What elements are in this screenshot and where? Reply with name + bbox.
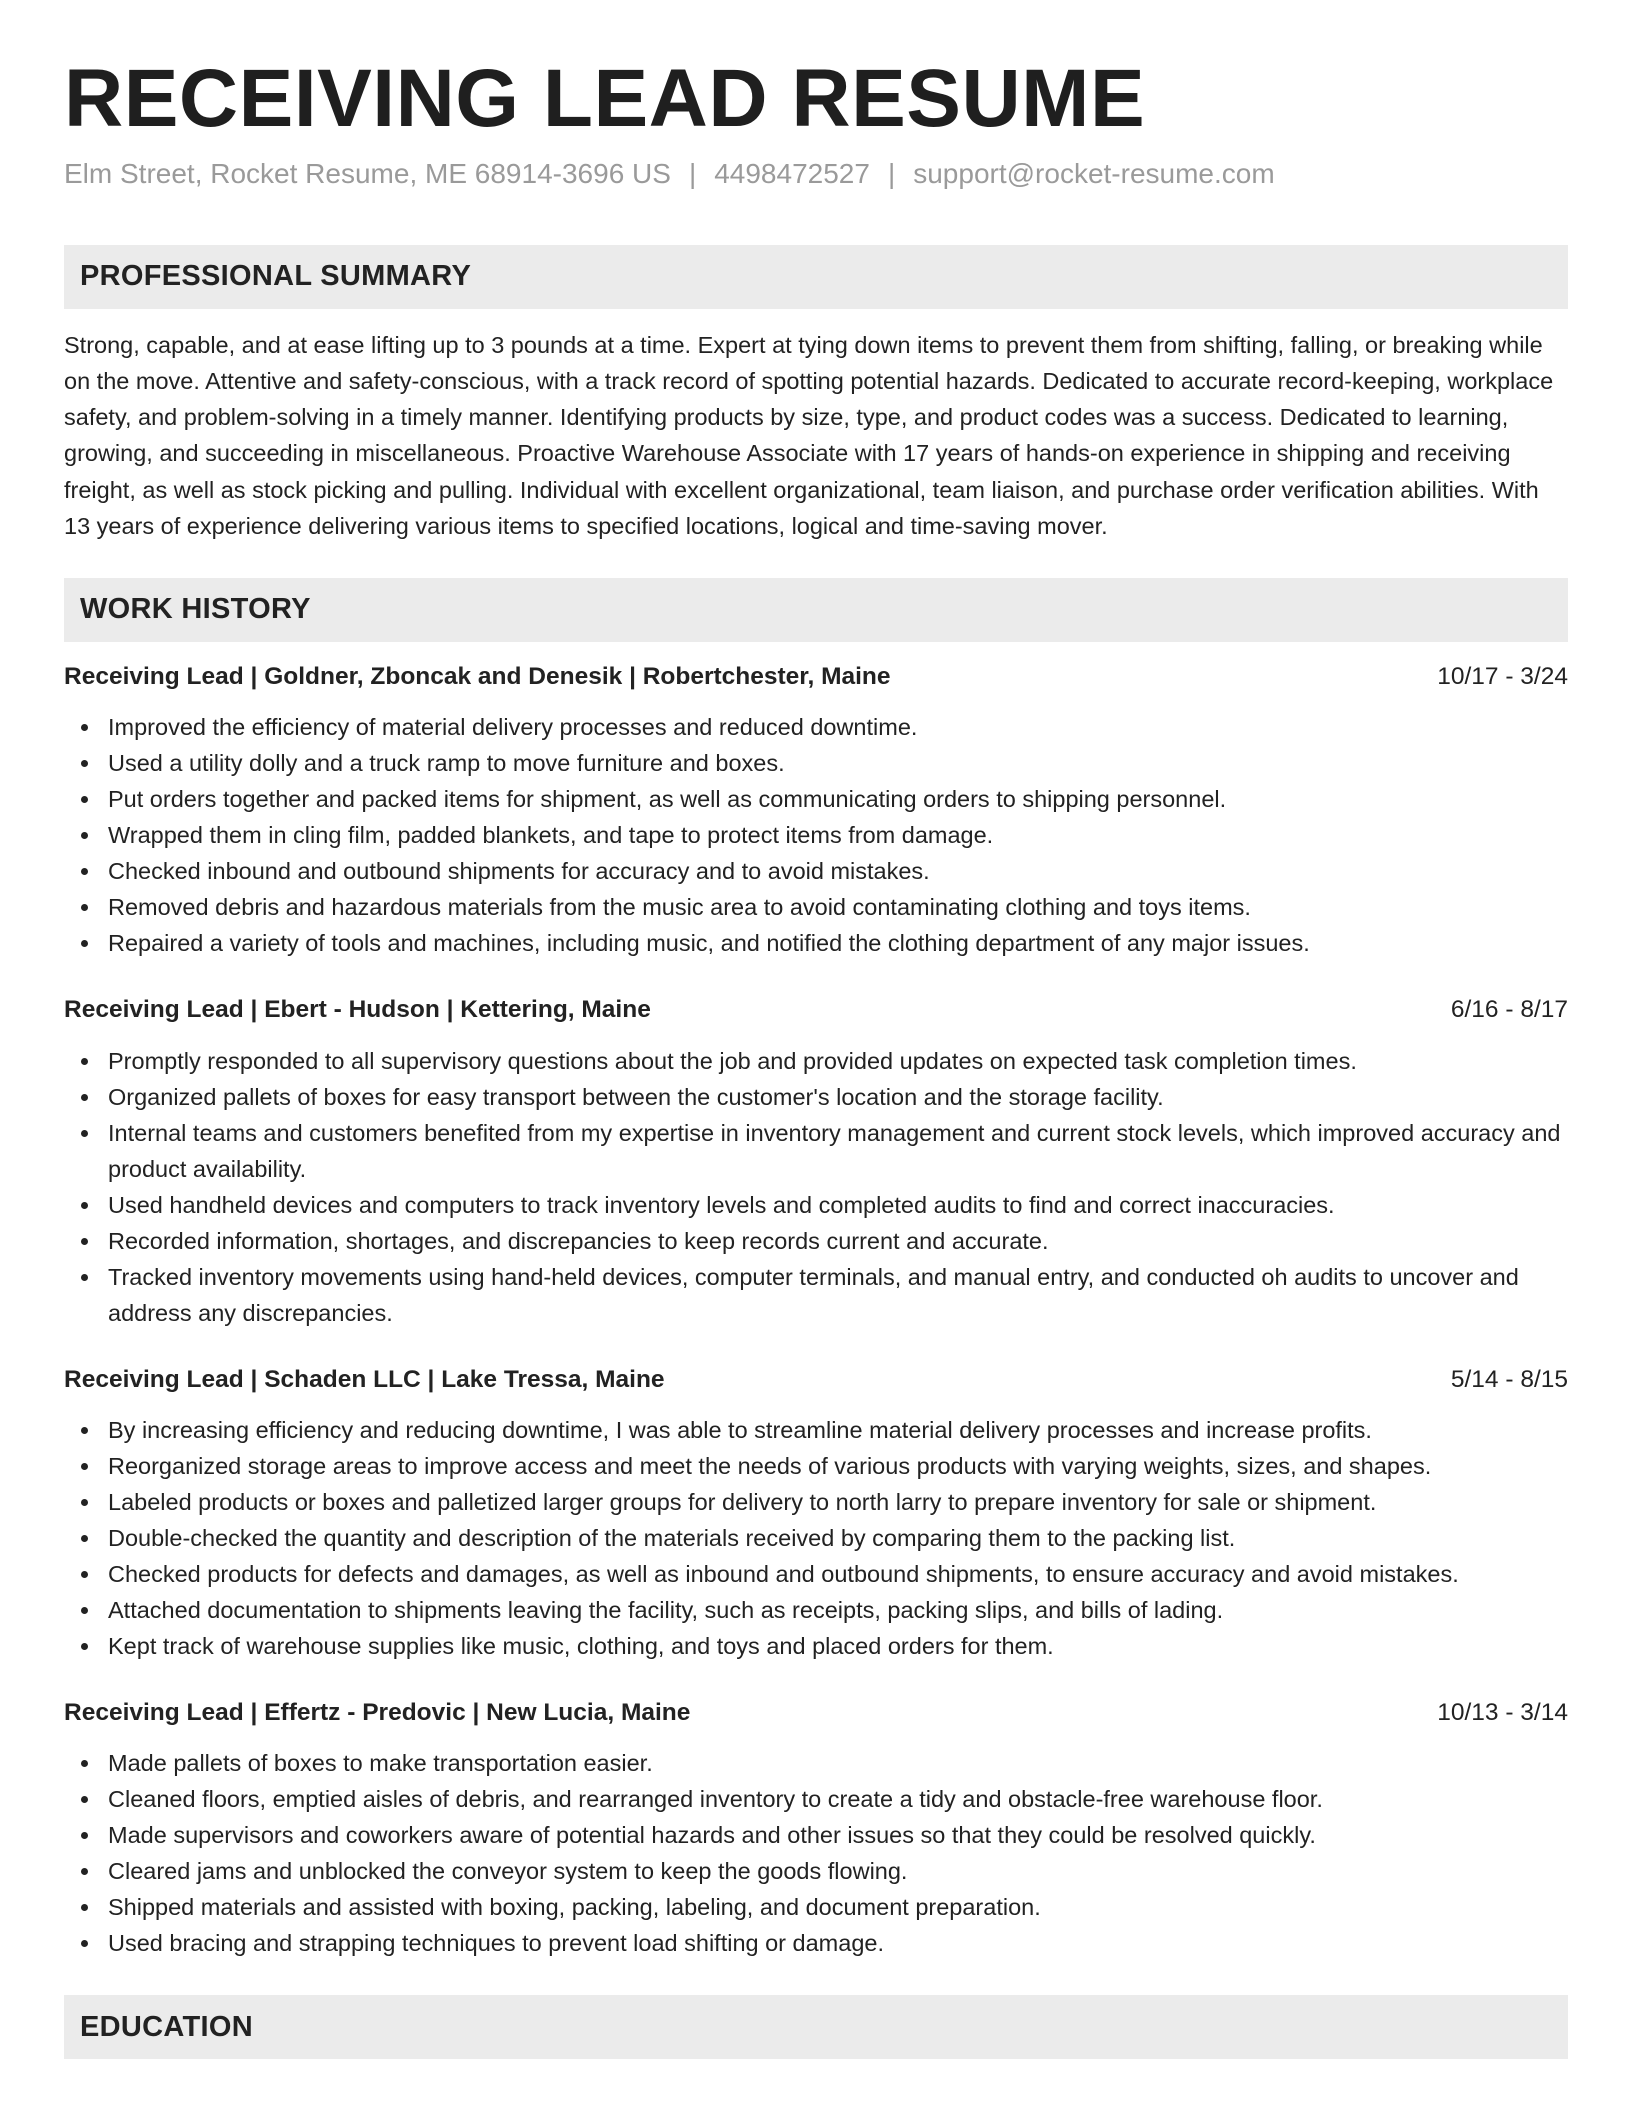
job-bullet: Removed debris and hazardous materials from the music area to avoid contaminating clothing and toys items.: [64, 889, 1568, 925]
education-section-header: [64, 1995, 1568, 2059]
job-entry: [64, 1365, 1568, 1664]
job-bullet-list: [64, 1745, 1568, 1961]
work-history-section-header: [64, 578, 1568, 642]
job-bullet: Labeled products or boxes and palletized larger groups for delivery to north larry to prepare inventory for sale or shipment.: [64, 1484, 1568, 1520]
job-title: Receiving Lead | Schaden LLC | Lake Tressa, Maine: [64, 1365, 665, 1393]
job-bullet: Recorded information, shortages, and discrepancies to keep records current and accurate.: [64, 1223, 1568, 1259]
job-bullet: Made supervisors and coworkers aware of potential hazards and other issues so that they could be resolved quickly.: [64, 1817, 1568, 1853]
job-bullet: Made pallets of boxes to make transportation easier.: [64, 1745, 1568, 1781]
job-bullet-list: [64, 1043, 1568, 1331]
job-bullet: Tracked inventory movements using hand-held devices, computer terminals, and manual entry, and conducted oh audits to uncover and address any discrepancies.: [64, 1259, 1568, 1331]
job-bullet: Kept track of warehouse supplies like music, clothing, and toys and placed orders for them.: [64, 1628, 1568, 1664]
job-bullet: Attached documentation to shipments leaving the facility, such as receipts, packing slips, and bills of lading.: [64, 1592, 1568, 1628]
job-title: Receiving Lead | Goldner, Zboncak and Denesik | Robertchester, Maine: [64, 662, 891, 690]
contact-separator: |: [887, 158, 896, 190]
contact-line: [64, 156, 1568, 192]
job-entry: [64, 1698, 1568, 1961]
job-title: Receiving Lead | Effertz - Predovic | New Lucia, Maine: [64, 1699, 691, 1727]
job-dates: 6/16 - 8/17: [1450, 996, 1568, 1024]
job-bullet: Checked inbound and outbound shipments for accuracy and to avoid mistakes.: [64, 853, 1568, 889]
job-bullet: Used handheld devices and computers to track inventory levels and completed audits to find and correct inaccuracies.: [64, 1187, 1568, 1223]
summary-section-header: [64, 245, 1568, 309]
job-bullet-list: [64, 709, 1568, 961]
job-bullet: Shipped materials and assisted with boxing, packing, labeling, and document preparation.: [64, 1889, 1568, 1925]
summary-text: Strong, capable, and at ease lifting up to 3 pounds at a time. Expert at tying down items to prevent them from shifting, falling, or breaking while on the move. Attentive and safety-conscious, with a track record of spotting potential hazards. Dedicated to accurate record-keeping, workplace safety, and problem-solving in a timely manner. Identifying products by size, type, and product codes was a success. Dedicated to learning, growing, and succeeding in miscellaneous. Proactive Warehouse Associate with 17 years of hands-on experience in shipping and receiving freight, as well as stock picking and pulling. Individual with excellent organizational, team liaison, and purchase order verification abilities. With 13 years of experience delivering various items to specified locations, logical and time-saving mover.: [64, 331, 1554, 539]
job-bullet: Put orders together and packed items for shipment, as well as communicating orders to shipping personnel.: [64, 781, 1568, 817]
resume-title: RECEIVING LEAD RESUME: [64, 53, 1146, 144]
work-history-heading: WORK HISTORY: [80, 593, 311, 626]
job-dates: 5/14 - 8/15: [1450, 1365, 1568, 1393]
job-bullet: Cleared jams and unblocked the conveyor system to keep the goods flowing.: [64, 1853, 1568, 1889]
contact-address: Elm Street, Rocket Resume, ME 68914-3696 US: [64, 158, 671, 190]
job-bullet: Used bracing and strapping techniques to prevent load shifting or damage.: [64, 1925, 1568, 1961]
job-title: Receiving Lead | Ebert - Hudson | Kettering, Maine: [64, 996, 651, 1024]
job-bullet: Repaired a variety of tools and machines, including music, and notified the clothing department of any major issues.: [64, 925, 1568, 961]
job-bullet: Wrapped them in cling film, padded blankets, and tape to protect items from damage.: [64, 817, 1568, 853]
education-heading: EDUCATION: [80, 2010, 253, 2043]
summary-heading: PROFESSIONAL SUMMARY: [80, 260, 472, 293]
job-bullet: Organized pallets of boxes for easy transport between the customer's location and the storage facility.: [64, 1079, 1568, 1115]
job-bullet: Improved the efficiency of material delivery processes and reduced downtime.: [64, 709, 1568, 745]
contact-separator: |: [688, 158, 697, 190]
job-header: [64, 1698, 1568, 1727]
job-bullet-list: [64, 1412, 1568, 1664]
job-bullet: Double-checked the quantity and description of the materials received by comparing them to the packing list.: [64, 1520, 1568, 1556]
contact-phone: 4498472527: [714, 158, 870, 190]
job-dates: 10/17 - 3/24: [1437, 662, 1568, 690]
job-bullet: Reorganized storage areas to improve access and meet the needs of various products with varying weights, sizes, and shapes.: [64, 1448, 1568, 1484]
job-bullet: Used a utility dolly and a truck ramp to move furniture and boxes.: [64, 745, 1568, 781]
job-bullet: Checked products for defects and damages, as well as inbound and outbound shipments, to ensure accuracy and avoid mistakes.: [64, 1556, 1568, 1592]
job-entry: [64, 995, 1568, 1330]
job-header: [64, 995, 1568, 1024]
job-bullet: Promptly responded to all supervisory questions about the job and provided updates on expected task completion times.: [64, 1043, 1568, 1079]
job-header: [64, 662, 1568, 691]
job-entry: [64, 662, 1568, 961]
job-bullet: Internal teams and customers benefited from my expertise in inventory management and current stock levels, which improved accuracy and product availability.: [64, 1115, 1568, 1187]
job-dates: 10/13 - 3/14: [1437, 1699, 1568, 1727]
job-header: [64, 1365, 1568, 1394]
contact-email: support@rocket-resume.com: [913, 158, 1275, 190]
job-bullet: By increasing efficiency and reducing downtime, I was able to streamline material delivery processes and increase profits.: [64, 1412, 1568, 1448]
job-bullet: Cleaned floors, emptied aisles of debris, and rearranged inventory to create a tidy and obstacle-free warehouse floor.: [64, 1781, 1568, 1817]
